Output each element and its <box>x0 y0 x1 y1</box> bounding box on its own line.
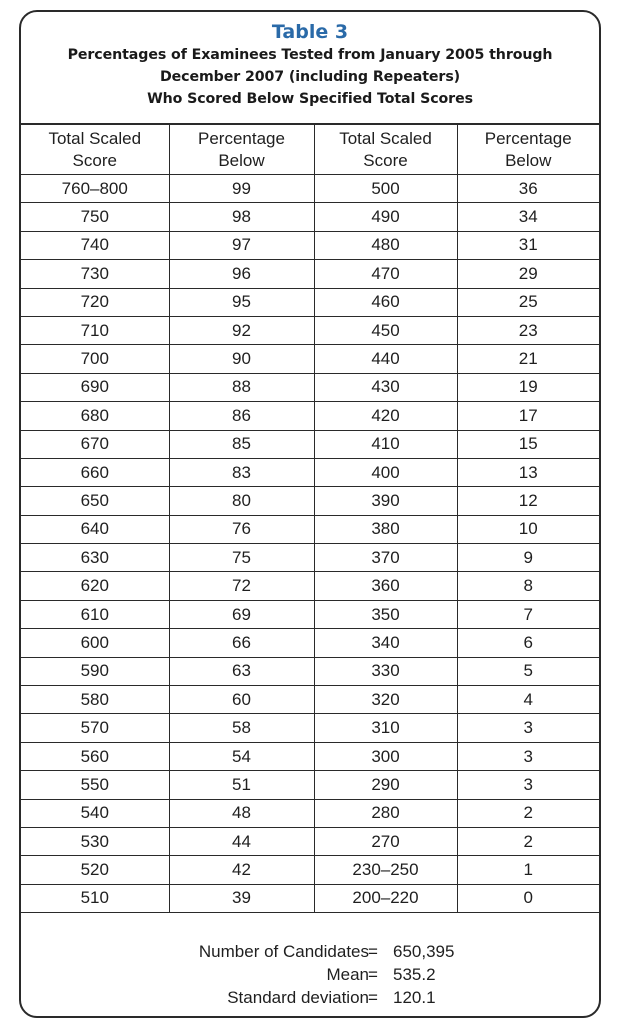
cell-total-scaled-score: 510 <box>21 884 169 912</box>
table-row <box>21 884 599 912</box>
table-row <box>21 288 599 316</box>
column-header-line: Percentage <box>198 128 285 148</box>
stat-equals: = <box>368 942 378 961</box>
stat-label: Mean <box>326 965 369 984</box>
cell-percentage-below: 54 <box>169 742 314 770</box>
cell-total-scaled-score: 470 <box>314 260 457 288</box>
table-row <box>21 629 599 657</box>
cell-percentage-below: 3 <box>457 714 599 742</box>
table-caption-line-1: Percentages of Examinees Tested from January 2005 through <box>67 47 553 63</box>
stat-value: 650,395 <box>393 942 455 961</box>
cell-total-scaled-score: 380 <box>314 515 457 543</box>
cell-percentage-below: 75 <box>169 544 314 572</box>
cell-total-scaled-score: 620 <box>21 572 169 600</box>
cell-total-scaled-score: 350 <box>314 600 457 628</box>
cell-total-scaled-score: 540 <box>21 799 169 827</box>
stat-label: Number of Candidates <box>198 942 369 961</box>
cell-total-scaled-score: 370 <box>314 544 457 572</box>
cell-total-scaled-score: 660 <box>21 458 169 486</box>
stat-equals: = <box>368 988 378 1007</box>
cell-percentage-below: 10 <box>457 515 599 543</box>
cell-total-scaled-score: 680 <box>21 402 169 430</box>
cell-total-scaled-score: 300 <box>314 742 457 770</box>
cell-percentage-below: 4 <box>457 686 599 714</box>
cell-total-scaled-score: 700 <box>21 345 169 373</box>
cell-percentage-below: 36 <box>457 175 599 203</box>
cell-total-scaled-score: 290 <box>314 771 457 799</box>
cell-total-scaled-score: 320 <box>314 686 457 714</box>
cell-percentage-below: 44 <box>169 827 314 855</box>
cell-percentage-below: 80 <box>169 487 314 515</box>
cell-total-scaled-score: 760–800 <box>21 175 169 203</box>
table-row <box>21 345 599 373</box>
cell-percentage-below: 19 <box>457 373 599 401</box>
table-row <box>21 827 599 855</box>
stat-row-candidates <box>21 941 599 963</box>
stat-row-standard-deviation <box>21 987 599 1009</box>
column-header-line: Score <box>72 150 117 170</box>
summary-stats <box>21 936 599 1016</box>
cell-percentage-below: 76 <box>169 515 314 543</box>
cell-percentage-below: 8 <box>457 572 599 600</box>
table-caption-line-3: Who Scored Below Specified Total Scores <box>147 91 473 107</box>
cell-percentage-below: 34 <box>457 203 599 231</box>
cell-percentage-below: 95 <box>169 288 314 316</box>
cell-percentage-below: 13 <box>457 458 599 486</box>
cell-total-scaled-score: 480 <box>314 231 457 259</box>
cell-total-scaled-score: 630 <box>21 544 169 572</box>
table-row <box>21 714 599 742</box>
cell-percentage-below: 60 <box>169 686 314 714</box>
cell-percentage-below: 39 <box>169 884 314 912</box>
table-row <box>21 742 599 770</box>
cell-total-scaled-score: 270 <box>314 827 457 855</box>
table-row <box>21 316 599 344</box>
cell-percentage-below: 92 <box>169 316 314 344</box>
cell-total-scaled-score: 650 <box>21 487 169 515</box>
cell-percentage-below: 69 <box>169 600 314 628</box>
cell-percentage-below: 2 <box>457 827 599 855</box>
table-row <box>21 487 599 515</box>
cell-percentage-below: 88 <box>169 373 314 401</box>
cell-total-scaled-score: 280 <box>314 799 457 827</box>
cell-total-scaled-score: 430 <box>314 373 457 401</box>
cell-total-scaled-score: 690 <box>21 373 169 401</box>
cell-total-scaled-score: 580 <box>21 686 169 714</box>
cell-total-scaled-score: 730 <box>21 260 169 288</box>
cell-total-scaled-score: 310 <box>314 714 457 742</box>
column-header-total-scaled-score <box>314 125 457 175</box>
cell-total-scaled-score: 420 <box>314 402 457 430</box>
column-header-row <box>21 125 599 175</box>
cell-percentage-below: 17 <box>457 402 599 430</box>
cell-total-scaled-score: 530 <box>21 827 169 855</box>
cell-total-scaled-score: 750 <box>21 203 169 231</box>
stat-value: 535.2 <box>393 965 436 984</box>
cell-total-scaled-score: 200–220 <box>314 884 457 912</box>
cell-total-scaled-score: 330 <box>314 657 457 685</box>
score-table <box>21 125 599 913</box>
cell-total-scaled-score: 410 <box>314 430 457 458</box>
cell-percentage-below: 97 <box>169 231 314 259</box>
column-header-total-scaled-score <box>21 125 169 175</box>
table-label: Table 3 <box>271 21 349 43</box>
cell-total-scaled-score: 360 <box>314 572 457 600</box>
cell-percentage-below: 3 <box>457 742 599 770</box>
cell-percentage-below: 66 <box>169 629 314 657</box>
column-header-percentage-below <box>457 125 599 175</box>
cell-total-scaled-score: 230–250 <box>314 856 457 884</box>
cell-percentage-below: 5 <box>457 657 599 685</box>
cell-total-scaled-score: 710 <box>21 316 169 344</box>
table-body <box>21 175 599 913</box>
cell-total-scaled-score: 520 <box>21 856 169 884</box>
column-header-line: Percentage <box>484 128 572 148</box>
cell-percentage-below: 0 <box>457 884 599 912</box>
cell-total-scaled-score: 670 <box>21 430 169 458</box>
cell-percentage-below: 72 <box>169 572 314 600</box>
cell-percentage-below: 31 <box>457 231 599 259</box>
cell-percentage-below: 85 <box>169 430 314 458</box>
cell-percentage-below: 90 <box>169 345 314 373</box>
column-header-percentage-below <box>169 125 314 175</box>
stat-label: Standard deviation <box>227 988 369 1007</box>
cell-percentage-below: 98 <box>169 203 314 231</box>
cell-percentage-below: 48 <box>169 799 314 827</box>
cell-percentage-below: 86 <box>169 402 314 430</box>
column-header-line: Total Scaled <box>48 128 142 148</box>
table-card <box>19 10 601 1018</box>
table-row <box>21 260 599 288</box>
cell-total-scaled-score: 590 <box>21 657 169 685</box>
cell-total-scaled-score: 440 <box>314 345 457 373</box>
cell-percentage-below: 7 <box>457 600 599 628</box>
table-row <box>21 856 599 884</box>
cell-total-scaled-score: 340 <box>314 629 457 657</box>
cell-total-scaled-score: 640 <box>21 515 169 543</box>
table-row <box>21 600 599 628</box>
table-row <box>21 657 599 685</box>
cell-total-scaled-score: 460 <box>314 288 457 316</box>
cell-percentage-below: 51 <box>169 771 314 799</box>
cell-total-scaled-score: 720 <box>21 288 169 316</box>
cell-total-scaled-score: 610 <box>21 600 169 628</box>
cell-total-scaled-score: 550 <box>21 771 169 799</box>
table-header <box>21 12 599 125</box>
cell-percentage-below: 1 <box>457 856 599 884</box>
table-caption-line-2: December 2007 (including Repeaters) <box>159 69 461 85</box>
cell-total-scaled-score: 490 <box>314 203 457 231</box>
cell-total-scaled-score: 390 <box>314 487 457 515</box>
table-row <box>21 402 599 430</box>
cell-total-scaled-score: 600 <box>21 629 169 657</box>
table-row <box>21 515 599 543</box>
cell-percentage-below: 99 <box>169 175 314 203</box>
column-header-line: Total Scaled <box>339 128 432 148</box>
stat-row-mean <box>21 964 599 986</box>
cell-total-scaled-score: 560 <box>21 742 169 770</box>
stat-value: 120.1 <box>393 988 436 1007</box>
cell-total-scaled-score: 500 <box>314 175 457 203</box>
cell-percentage-below: 58 <box>169 714 314 742</box>
table-row <box>21 373 599 401</box>
table-row <box>21 175 599 203</box>
cell-total-scaled-score: 570 <box>21 714 169 742</box>
cell-percentage-below: 21 <box>457 345 599 373</box>
table-row <box>21 771 599 799</box>
cell-percentage-below: 83 <box>169 458 314 486</box>
cell-percentage-below: 3 <box>457 771 599 799</box>
cell-percentage-below: 29 <box>457 260 599 288</box>
cell-total-scaled-score: 400 <box>314 458 457 486</box>
cell-percentage-below: 63 <box>169 657 314 685</box>
table-row <box>21 458 599 486</box>
table-row <box>21 430 599 458</box>
cell-percentage-below: 9 <box>457 544 599 572</box>
table-row <box>21 203 599 231</box>
cell-percentage-below: 25 <box>457 288 599 316</box>
column-header-line: Below <box>218 150 265 170</box>
cell-percentage-below: 2 <box>457 799 599 827</box>
column-header-line: Below <box>505 150 552 170</box>
cell-percentage-below: 12 <box>457 487 599 515</box>
table-row <box>21 572 599 600</box>
cell-percentage-below: 96 <box>169 260 314 288</box>
table-row <box>21 544 599 572</box>
cell-total-scaled-score: 740 <box>21 231 169 259</box>
stat-equals: = <box>368 965 378 984</box>
cell-percentage-below: 23 <box>457 316 599 344</box>
table-row <box>21 799 599 827</box>
table-row <box>21 231 599 259</box>
cell-total-scaled-score: 450 <box>314 316 457 344</box>
cell-percentage-below: 15 <box>457 430 599 458</box>
cell-percentage-below: 42 <box>169 856 314 884</box>
cell-percentage-below: 6 <box>457 629 599 657</box>
table-row <box>21 686 599 714</box>
column-header-line: Score <box>363 150 408 170</box>
